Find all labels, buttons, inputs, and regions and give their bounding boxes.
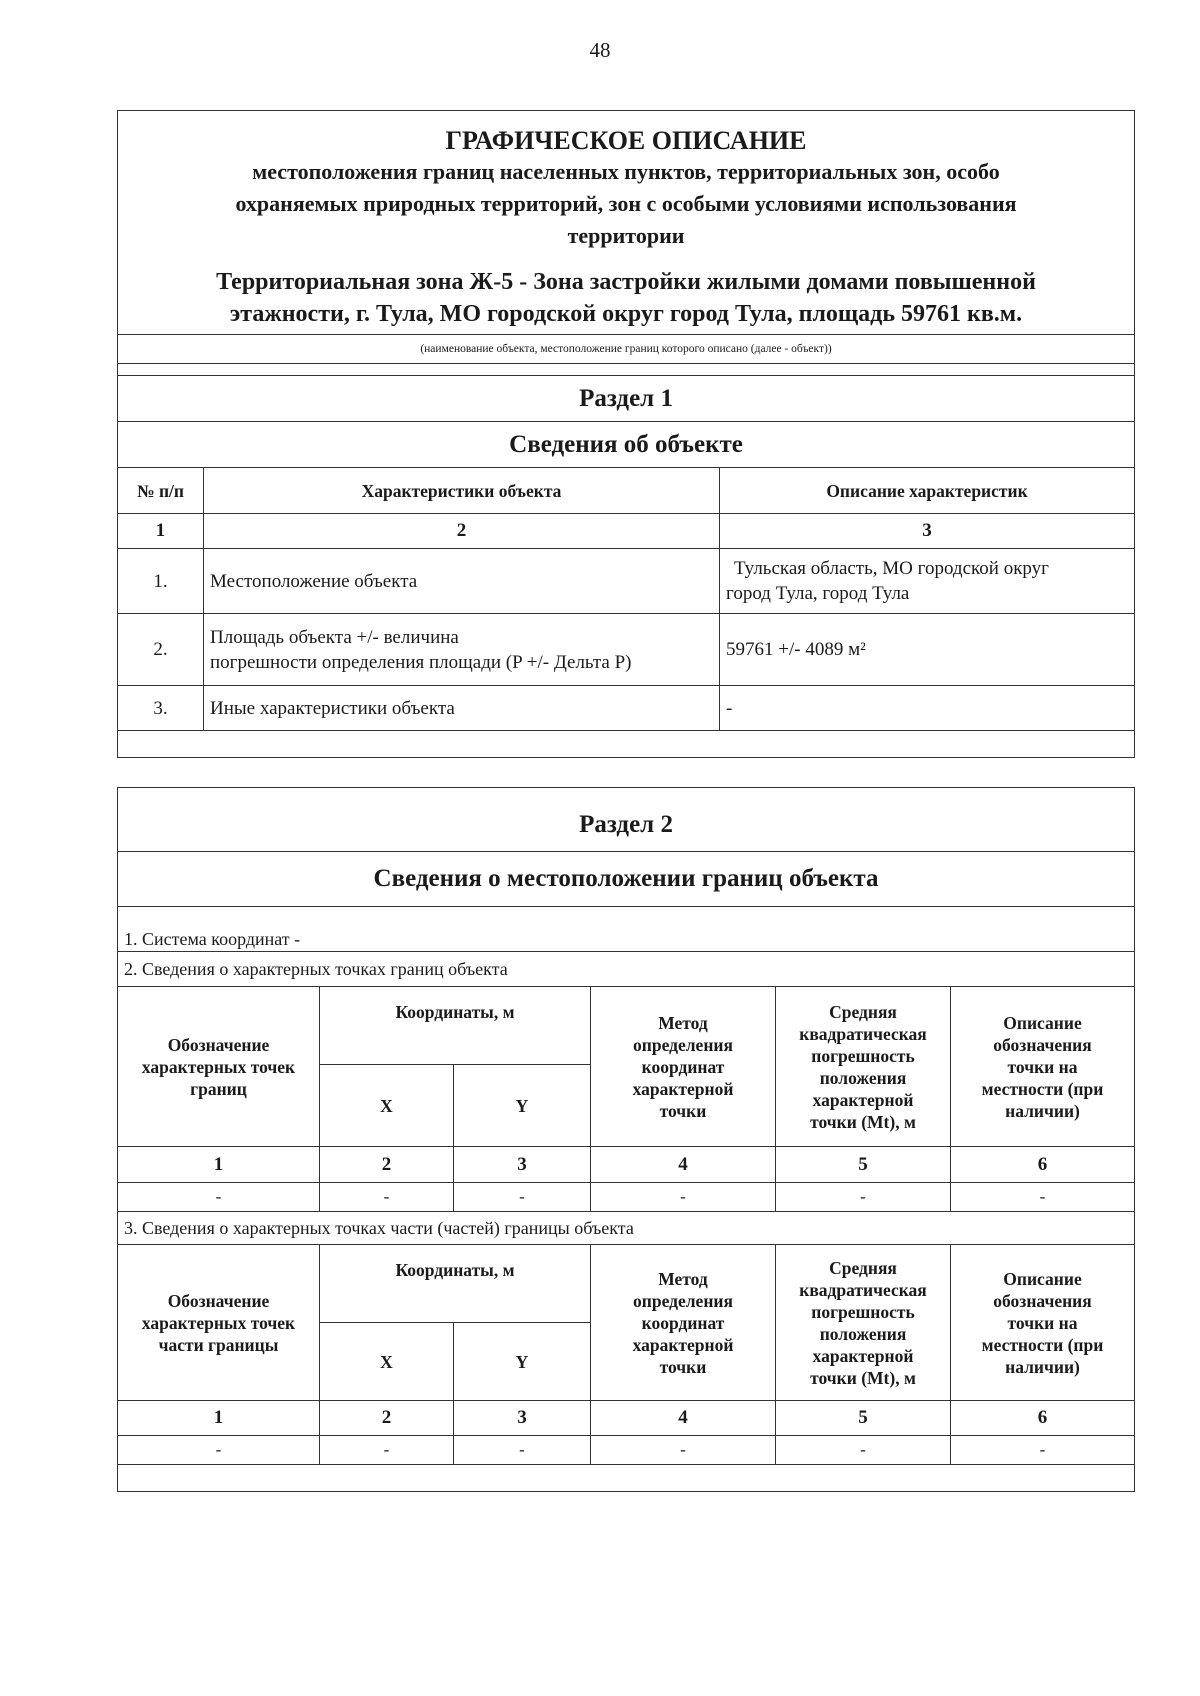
table-cell: - xyxy=(320,1183,454,1212)
page-number: 48 xyxy=(589,38,611,62)
col-number: 4 xyxy=(591,1401,776,1436)
document-subtitle: местоположения границ населенных пунктов, территориальных зон, особо охраняемых природных территорий, зон с особыми условиями использования территории xyxy=(235,159,1017,248)
section2-title: Раздел 2 xyxy=(118,788,1135,852)
table-cell: - xyxy=(776,1183,951,1212)
col-number: 1 xyxy=(118,514,204,549)
table-cell: - xyxy=(591,1436,776,1465)
header-point-description: Описание обозначения точки на местности (при наличии) xyxy=(951,1245,1135,1401)
col-number: 5 xyxy=(776,1401,951,1436)
table-cell: - xyxy=(454,1436,591,1465)
points-heading: 2. Сведения о характерных точках границ объекта xyxy=(118,952,1135,987)
header-x: X xyxy=(320,1065,454,1147)
row-description: 59761 +/- 4089 м² xyxy=(720,614,1135,686)
table-row xyxy=(118,686,1135,731)
col-header-characteristic: Характеристики объекта xyxy=(204,468,720,514)
zone-name: Территориальная зона Ж-5 - Зона застройки жилыми домами повышенной этажности, г. Тула, МО городской округ город Тула, площадь 59761 кв.м. xyxy=(216,269,1036,327)
col-number: 6 xyxy=(951,1147,1135,1183)
table-cell: - xyxy=(454,1183,591,1212)
table-cell: - xyxy=(591,1183,776,1212)
table-row xyxy=(118,1183,1135,1212)
col-number: 3 xyxy=(454,1147,591,1183)
header-method: Метод определения координат характерной точки xyxy=(591,987,776,1147)
table-row xyxy=(118,549,1135,614)
spacer xyxy=(118,364,1135,376)
table-row xyxy=(118,614,1135,686)
document-header xyxy=(118,111,1135,335)
header-x: X xyxy=(320,1323,454,1401)
table-cell: - xyxy=(776,1436,951,1465)
section1-subtitle: Сведения об объекте xyxy=(118,422,1135,468)
table-cell: - xyxy=(118,1183,320,1212)
header-designation: Обозначение характерных точек границ xyxy=(118,987,320,1147)
col-number: 2 xyxy=(320,1401,454,1436)
col-number: 5 xyxy=(776,1147,951,1183)
col-number: 1 xyxy=(118,1147,320,1183)
col-header-description: Описание характеристик xyxy=(720,468,1135,514)
header-y: Y xyxy=(454,1065,591,1147)
row-number: 1. xyxy=(118,549,204,614)
section1-title: Раздел 1 xyxy=(118,376,1135,422)
col-number: 4 xyxy=(591,1147,776,1183)
section2-subtitle: Сведения о местоположении границ объекта xyxy=(118,852,1135,907)
header-designation: Обозначение характерных точек части границы xyxy=(118,1245,320,1401)
empty-row xyxy=(118,731,1135,758)
col-number: 6 xyxy=(951,1401,1135,1436)
table-cell: - xyxy=(951,1183,1135,1212)
table-cell: - xyxy=(951,1436,1135,1465)
col-header-num: № п/п xyxy=(118,468,204,514)
table-cell: - xyxy=(118,1436,320,1465)
row-description: Тульская область, МО городской округ город Тула, город Тула xyxy=(720,549,1135,614)
header-error: Средняя квадратическая погрешность положения характерной точки (Mt), м xyxy=(776,1245,951,1401)
header-point-description: Описание обозначения точки на местности (при наличии) xyxy=(951,987,1135,1147)
header-y: Y xyxy=(454,1323,591,1401)
coord-system: 1. Система координат - xyxy=(118,907,1135,952)
section2-table xyxy=(117,787,1135,1492)
table-row xyxy=(118,1436,1135,1465)
object-note: (наименование объекта, местоположение границ которого описано (далее - объект)) xyxy=(118,335,1135,364)
parts-heading: 3. Сведения о характерных точках части (частей) границы объекта xyxy=(118,1212,1135,1245)
header-error: Средняя квадратическая погрешность положения характерной точки (Mt), м xyxy=(776,987,951,1147)
col-number: 2 xyxy=(204,514,720,549)
col-number: 1 xyxy=(118,1401,320,1436)
header-coordinates: Координаты, м xyxy=(320,1245,591,1323)
col-number: 2 xyxy=(320,1147,454,1183)
row-description: - xyxy=(720,686,1135,731)
table-cell: - xyxy=(320,1436,454,1465)
row-characteristic: Местоположение объекта xyxy=(204,549,720,614)
row-characteristic: Иные характеристики объекта xyxy=(204,686,720,731)
document-title: ГРАФИЧЕСКОЕ ОПИСАНИЕ xyxy=(445,126,807,155)
col-number: 3 xyxy=(720,514,1135,549)
empty-row xyxy=(118,1465,1135,1492)
row-characteristic: Площадь объекта +/- величина погрешности определения площади (P +/- Дельта P) xyxy=(204,614,720,686)
header-coordinates: Координаты, м xyxy=(320,987,591,1065)
col-number: 3 xyxy=(454,1401,591,1436)
section1-table xyxy=(117,110,1135,758)
row-number: 2. xyxy=(118,614,204,686)
header-method: Метод определения координат характерной точки xyxy=(591,1245,776,1401)
row-number: 3. xyxy=(118,686,204,731)
